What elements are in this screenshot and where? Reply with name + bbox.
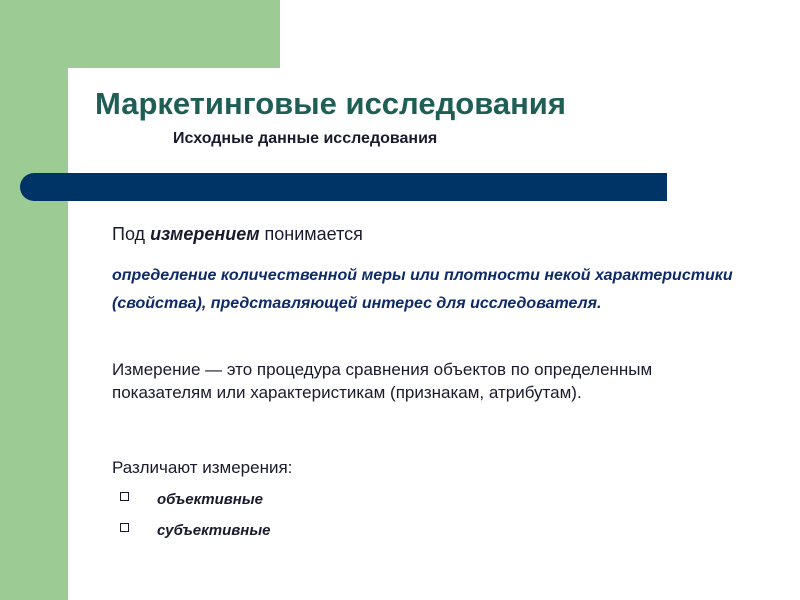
intro-prefix: Под: [112, 224, 151, 244]
header-divider-bar: [20, 173, 667, 201]
slide-title: Маркетинговые исследования: [95, 86, 566, 121]
intro-term: измерением: [150, 224, 260, 244]
list-item: [120, 515, 271, 546]
list-item: [120, 484, 271, 515]
description-text: Измерение — это процедура сравнения объектов по определенным показателям или характеристикам (признакам, атрибутам).: [112, 360, 653, 402]
definition-text: определение количественной меры или плотности некой характеристики (свойства), представляющей интерес для исследователя.: [112, 267, 733, 312]
list-item-label: объективные: [157, 491, 264, 508]
list-item-label: субъективные: [157, 522, 271, 539]
intro-suffix: понимается: [259, 224, 363, 244]
slide-subtitle: Исходные данные исследования: [173, 130, 438, 147]
square-bullet-icon: [120, 492, 129, 501]
intro-line: [112, 224, 363, 245]
measurement-types-list: [120, 484, 271, 546]
distinguish-label: Различают измерения:: [112, 458, 293, 477]
square-bullet-icon: [120, 523, 129, 532]
decorative-green-band-left: [0, 0, 68, 600]
